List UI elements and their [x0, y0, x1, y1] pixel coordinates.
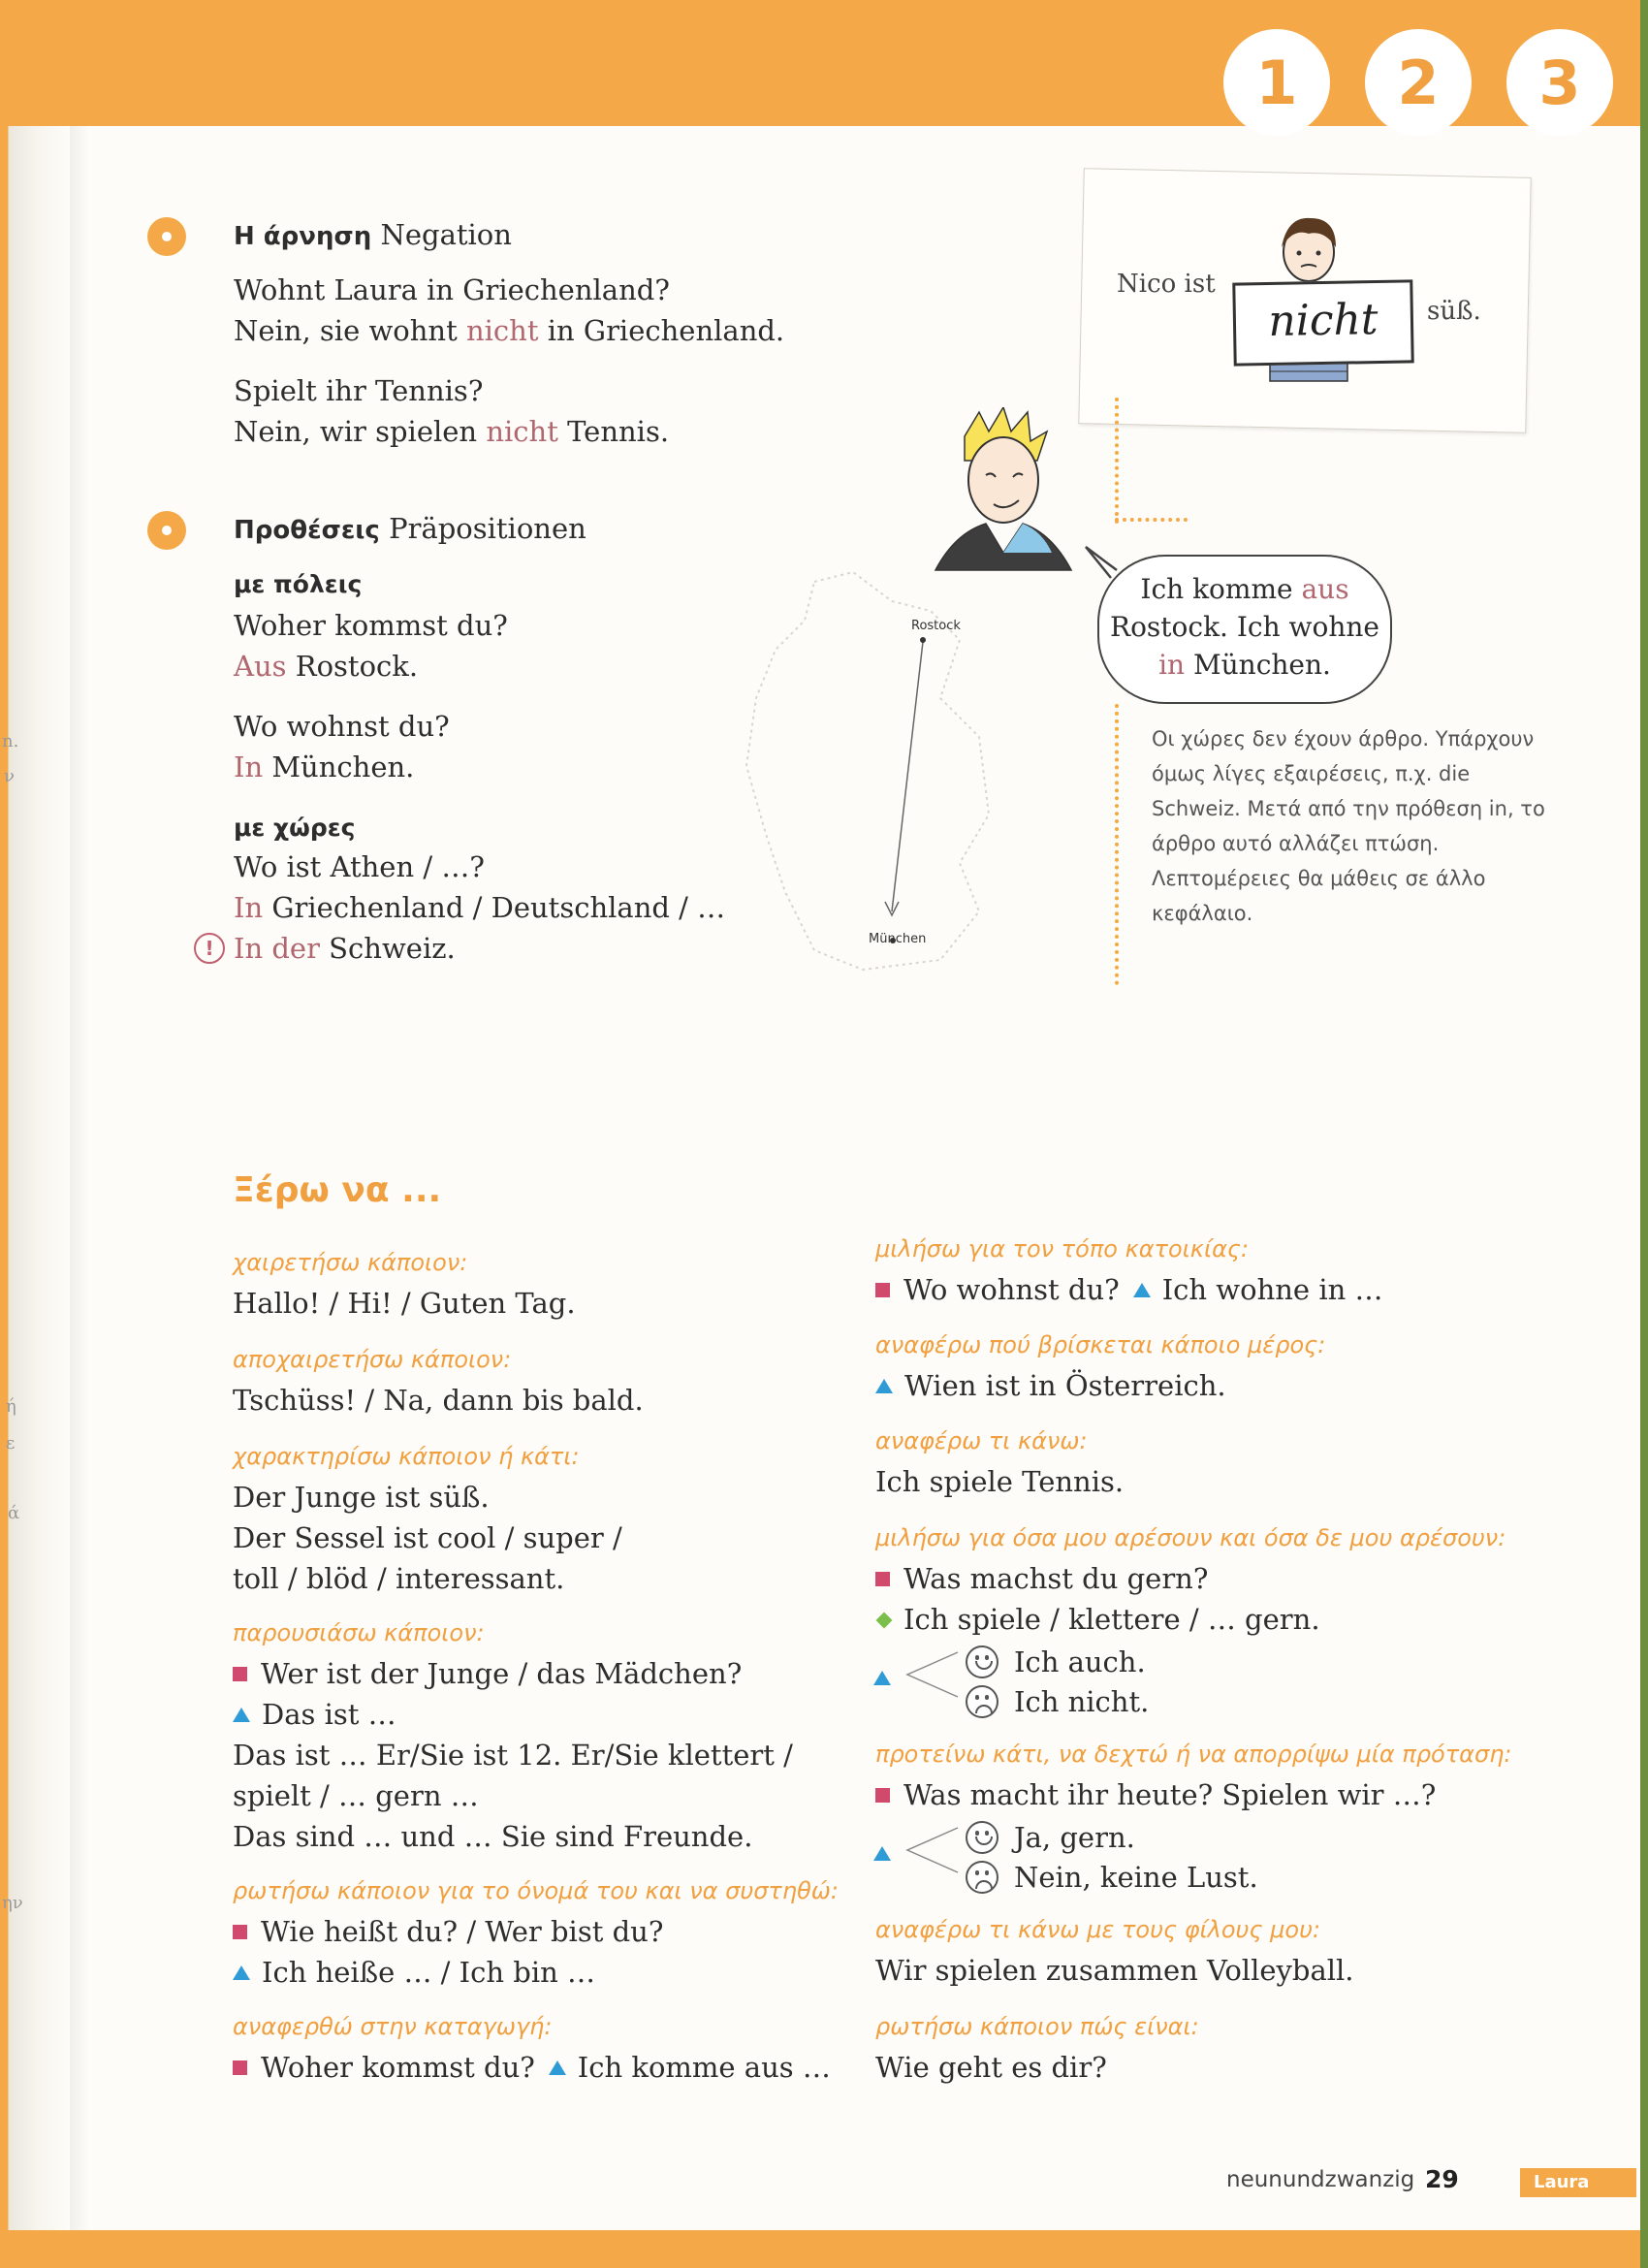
- diamond-bullet-icon: [876, 1613, 893, 1629]
- example-line: [234, 928, 456, 969]
- prepositions-heading: [234, 509, 586, 550]
- spine-shadow: [70, 126, 89, 2230]
- sign-text-right: süß.: [1427, 297, 1481, 326]
- margin-fragment: n.: [2, 731, 19, 751]
- example-line: [234, 847, 485, 887]
- margin-fragment: ε: [6, 1433, 16, 1453]
- text: Griechenland / Deutschland / …: [263, 891, 726, 924]
- square-bullet-icon: [233, 2060, 247, 2075]
- phrase-line: Der Sessel ist cool / super /: [233, 1521, 622, 1554]
- category-label: μιλήσω για όσα μου αρέσουν και όσα δε μου αρέσουν:: [875, 1524, 1506, 1551]
- example-line: [234, 706, 450, 747]
- phrase-line: [875, 1365, 1226, 1406]
- text: Ich heiße … / Ich bin …: [262, 1956, 595, 1989]
- can-do-title: Ξέρω να ...: [233, 1170, 442, 1210]
- phrase-line: Das sind … und … Sie sind Freunde.: [233, 1820, 753, 1853]
- text: Woher kommst du?: [234, 609, 508, 642]
- text: Tennis.: [557, 415, 670, 448]
- highlight: In der: [234, 932, 320, 965]
- text: in Griechenland.: [538, 314, 785, 347]
- phrase-line: [233, 1911, 663, 1952]
- category-label: αναφέρω τι κάνω με τους φίλους μου:: [875, 1916, 1321, 1943]
- text: Wer ist der Junge / das Mädchen?: [261, 1657, 743, 1690]
- category-label: προτείνω κάτι, να δεχτώ ή να απορρίψω μία πρόταση:: [875, 1741, 1512, 1768]
- smiley-happy-icon: [966, 1821, 998, 1854]
- category-label: αποχαιρετήσω κάποιον:: [233, 1346, 512, 1373]
- boy-head-icon: [926, 407, 1081, 577]
- triangle-bullet-icon: [875, 1379, 893, 1393]
- text: München.: [1185, 649, 1331, 681]
- heading-german: Negation: [380, 218, 512, 251]
- phrase-line: Das ist … Er/Sie ist 12. Er/Sie klettert /: [233, 1739, 793, 1772]
- triangle-bullet-icon: [233, 1965, 250, 1980]
- reply-branch-icon: [903, 1645, 962, 1705]
- square-bullet-icon: [875, 1788, 890, 1803]
- step-1-circle: 1: [1223, 29, 1330, 136]
- step-3-circle: 3: [1506, 29, 1613, 136]
- phrase-line: [875, 1558, 1208, 1599]
- reply-branch-icon: [903, 1820, 962, 1880]
- germany-map: [698, 543, 1028, 999]
- text: München.: [263, 751, 415, 783]
- text: Rostock.: [286, 650, 419, 683]
- category-label: αναφερθώ στην καταγωγή:: [233, 2013, 553, 2040]
- cities-label: με πόλεις: [234, 570, 363, 598]
- text: Wohnt Laura in Griechenland?: [234, 273, 670, 306]
- heading-greek: Προθέσεις: [234, 516, 380, 545]
- phrase-line: spielt / … gern …: [233, 1779, 479, 1812]
- text: Wo wohnst du?: [903, 1273, 1120, 1306]
- highlight: nicht: [486, 415, 558, 448]
- map-city-rostock: Rostock: [911, 619, 961, 633]
- margin-fragment: ν: [4, 766, 15, 786]
- negation-heading: [234, 215, 512, 256]
- map-city-muenchen: München: [869, 932, 927, 946]
- grammar-note: Οι χώρες δεν έχουν άρθρο. Υπάρχουν όμως λίγες εξαιρέσεις, π.χ. die Schweiz. Μετά από την πρόθεση in, το άρθρο αυτό αλλάζει πτώση. Λεπτομέρειες θα μάθεις σε άλλο κεφάλαιο.: [1152, 727, 1545, 925]
- text: Nein, sie wohnt: [234, 314, 466, 347]
- bubble-text: [1099, 570, 1390, 684]
- phrase-line: Der Junge ist süß.: [233, 1481, 490, 1514]
- phrase-line: Ich spiele Tennis.: [875, 1465, 1125, 1498]
- text: Was macht ihr heute? Spielen wir …?: [903, 1778, 1437, 1811]
- phrase-line: [875, 1774, 1436, 1815]
- chapter-tab: Laura: [1520, 2168, 1636, 2197]
- example-line: [234, 310, 784, 351]
- triangle-bullet-icon: [233, 1708, 250, 1722]
- bubble-line: [1099, 646, 1390, 684]
- square-bullet-icon: [233, 1925, 247, 1939]
- highlight: Aus: [234, 650, 287, 683]
- right-page-edge: [1640, 0, 1648, 2268]
- highlight: in: [1158, 649, 1186, 681]
- sign-text-left: Nico ist: [1117, 270, 1216, 299]
- triangle-bullet-icon: [549, 2060, 566, 2075]
- text: Was machst du gern?: [903, 1562, 1209, 1595]
- page-number: 29: [1425, 2165, 1459, 2193]
- example-line: [234, 411, 669, 452]
- bottom-orange-band: [0, 2230, 1648, 2268]
- prepositions-bullet-icon: [147, 511, 186, 550]
- speech-bubble: [1097, 555, 1392, 704]
- text: Wo wohnst du?: [234, 710, 450, 743]
- warning-icon: !: [194, 933, 225, 964]
- phrase-line: Ja, gern.: [1014, 1821, 1135, 1854]
- example-line: [234, 747, 414, 787]
- text: Wien ist in Österreich.: [904, 1369, 1226, 1402]
- text: Ich komme: [1140, 573, 1302, 605]
- triangle-bullet-icon: [1133, 1283, 1151, 1297]
- negation-bullet-icon: [147, 217, 186, 256]
- category-label: ρωτήσω κάποιον για το όνομά του και να συστηθώ:: [233, 1877, 839, 1904]
- triangle-bullet-icon: [873, 1846, 891, 1861]
- phrase-line: toll / blöd / interessant.: [233, 1562, 565, 1595]
- phrase-line: [875, 1599, 1320, 1640]
- route-arrow-line: [892, 642, 923, 911]
- highlight: nicht: [465, 314, 539, 347]
- category-label: ρωτήσω κάποιον πώς είναι:: [875, 2013, 1199, 2040]
- phrase-line: Nein, keine Lust.: [1014, 1861, 1258, 1894]
- category-label: χαρακτηρίσω κάποιον ή κάτι:: [233, 1443, 580, 1470]
- category-label: χαιρετήσω κάποιον:: [233, 1249, 468, 1276]
- margin-fragment: ην: [2, 1893, 23, 1913]
- heading-greek: Η άρνηση: [234, 222, 372, 251]
- phrase-line: [233, 1653, 742, 1694]
- page-number-word: neunundzwanzig: [1226, 2167, 1415, 2192]
- rostock-dot: [920, 637, 926, 643]
- smiley-happy-icon: [966, 1645, 998, 1678]
- text: Spielt ihr Tennis?: [234, 374, 484, 407]
- phrase-line: Tschüss! / Na, dann bis bald.: [233, 1384, 644, 1417]
- text: Nein, wir spielen: [234, 415, 487, 448]
- phrase-line: Hallo! / Hi! / Guten Tag.: [233, 1287, 576, 1320]
- phrase-line: [233, 2047, 831, 2088]
- square-bullet-icon: [875, 1283, 890, 1297]
- triangle-bullet-icon: [873, 1671, 891, 1685]
- example-line: [234, 646, 418, 687]
- bubble-tail-icon: [1082, 541, 1121, 580]
- placard-word: nicht: [1267, 295, 1379, 346]
- nicht-placard: [1232, 279, 1413, 366]
- phrase-line: Wie geht es dir?: [875, 2051, 1107, 2084]
- margin-fragment: ά: [8, 1503, 20, 1523]
- margin-fragment: ή: [6, 1396, 16, 1417]
- countries-label: με χώρες: [234, 814, 356, 842]
- phrase-line: [875, 1269, 1382, 1310]
- category-label: αναφέρω πού βρίσκεται κάποιο μέρος:: [875, 1331, 1326, 1358]
- phrase-line: [233, 1952, 595, 1993]
- text: Ich spiele / klettere / … gern.: [903, 1603, 1320, 1636]
- example-line: [234, 605, 508, 646]
- text: Das ist …: [262, 1698, 396, 1731]
- heading-german: Präpositionen: [389, 512, 586, 545]
- category-label: παρουσιάσω κάποιον:: [233, 1619, 485, 1646]
- example-line: [234, 887, 725, 928]
- highlight: In: [234, 751, 264, 783]
- dotted-connector: [1115, 704, 1119, 985]
- dotted-connector: [1115, 518, 1188, 522]
- example-line: [234, 370, 483, 411]
- category-label: αναφέρω τι κάνω:: [875, 1427, 1088, 1454]
- text: Ich komme aus …: [577, 2051, 831, 2084]
- text: Schweiz.: [319, 932, 456, 965]
- example-line: [234, 270, 670, 310]
- smiley-sad-icon: [966, 1861, 998, 1894]
- square-bullet-icon: [233, 1667, 247, 1681]
- phrase-line: Ich auch.: [1014, 1645, 1146, 1678]
- text: Wo ist Athen / …?: [234, 850, 485, 883]
- category-label: μιλήσω για τον τόπο κατοικίας:: [875, 1235, 1250, 1262]
- phrase-line: Ich nicht.: [1014, 1685, 1150, 1718]
- text: Ich wohne in …: [1161, 1273, 1383, 1306]
- step-2-circle: 2: [1365, 29, 1472, 136]
- left-page-edge: [0, 126, 70, 2230]
- highlight: In: [234, 891, 264, 924]
- dotted-connector: [1115, 398, 1119, 524]
- text: Woher kommst du?: [261, 2051, 535, 2084]
- phrase-line: Wir spielen zusammen Volleyball.: [875, 1954, 1354, 1987]
- highlight: aus: [1301, 573, 1349, 605]
- bubble-line: [1099, 570, 1390, 608]
- bubble-line: Rostock. Ich wohne: [1109, 611, 1379, 643]
- square-bullet-icon: [875, 1572, 890, 1586]
- text: Wie heißt du? / Wer bist du?: [261, 1915, 664, 1948]
- phrase-line: [233, 1694, 396, 1735]
- smiley-sad-icon: [966, 1685, 998, 1718]
